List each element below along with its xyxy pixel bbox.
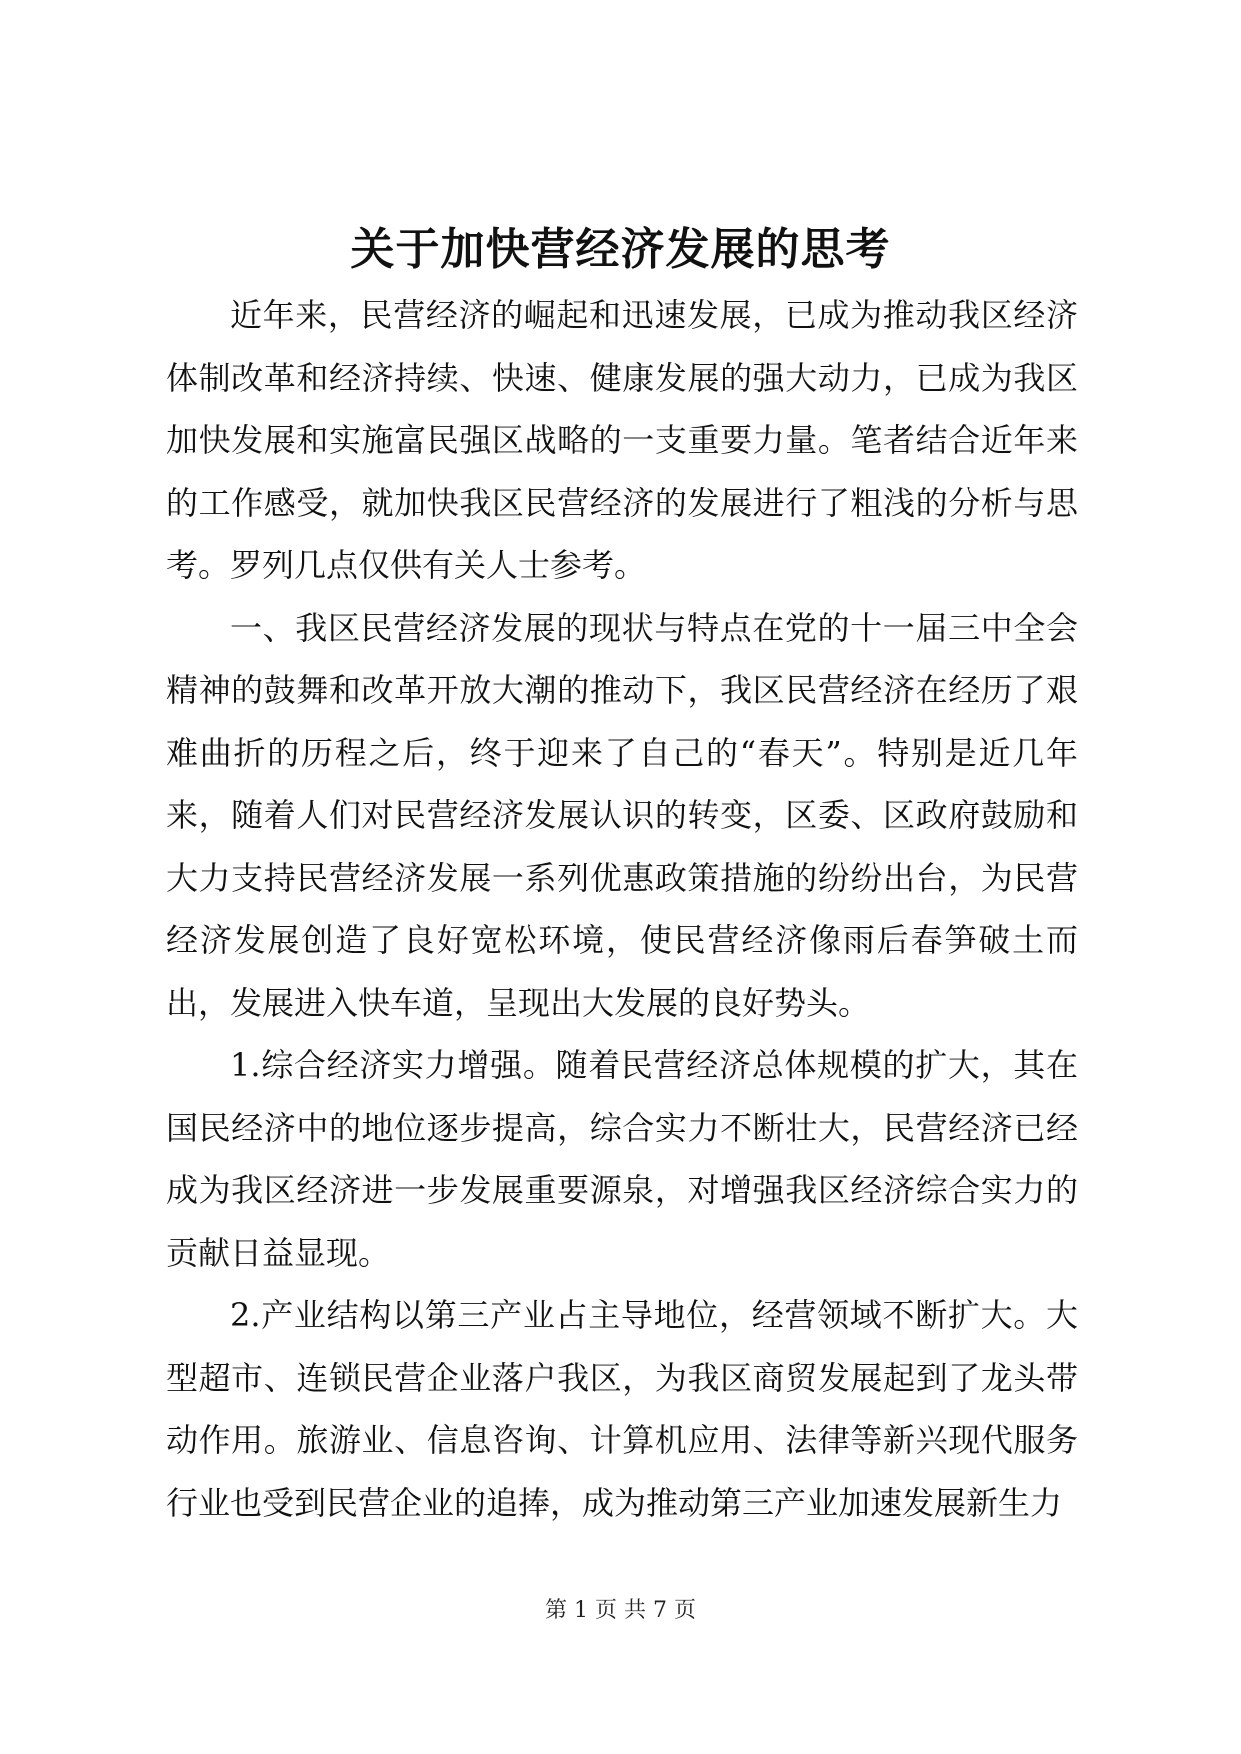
document-title: 关于加快营经济发展的思考	[350, 224, 891, 275]
document-body	[166, 284, 1078, 1534]
page-number-footer: 第 1 页 共 7 页	[545, 1598, 696, 1623]
paragraph-intro: 近年来，民营经济的崛起和迅速发展，已成为推动我区经济体制改革和经济持续、快速、健康发展的强大动力，已成为我区加快发展和实施富民强区战略的一支重要力量。笔者结合近年来的工作感受，就加快我区民营经济的发展进行了粗浅的分析与思考。罗列几点仅供有关人士参考。	[166, 296, 1078, 584]
paragraph-section-one: 一、我区民营经济发展的现状与特点在党的十一届三中全会精神的鼓舞和改革开放大潮的推动下，我区民营经济在经历了艰难曲折的历程之后，终于迎来了自己的“春天”。特别是近几年来，随着人们对民营经济发展认识的转变，区委、区政府鼓励和大力支持民营经济发展一系列优惠政策措施的纷纷出台，为民营经济发展创造了良好宽松环境，使民营经济像雨后春笋破土而出，发展进入快车道，呈现出大发展的良好势头。	[166, 608, 1078, 1022]
paragraph-point-one: 1.综合经济实力增强。随着民营经济总体规模的扩大，其在国民经济中的地位逐步提高，综合实力不断壮大，民营经济已经成为我区经济进一步发展重要源泉，对增强我区经济综合实力的贡献日益显现。	[166, 1046, 1078, 1272]
paragraph-point-two: 2.产业结构以第三产业占主导地位，经营领域不断扩大。大型超市、连锁民营企业落户我区，为我区商贸发展起到了龙头带动作用。旅游业、信息咨询、计算机应用、法律等新兴现代服务行业也受到民营企业的追捧，成为推动第三产业加速发展新生力	[166, 1296, 1078, 1522]
